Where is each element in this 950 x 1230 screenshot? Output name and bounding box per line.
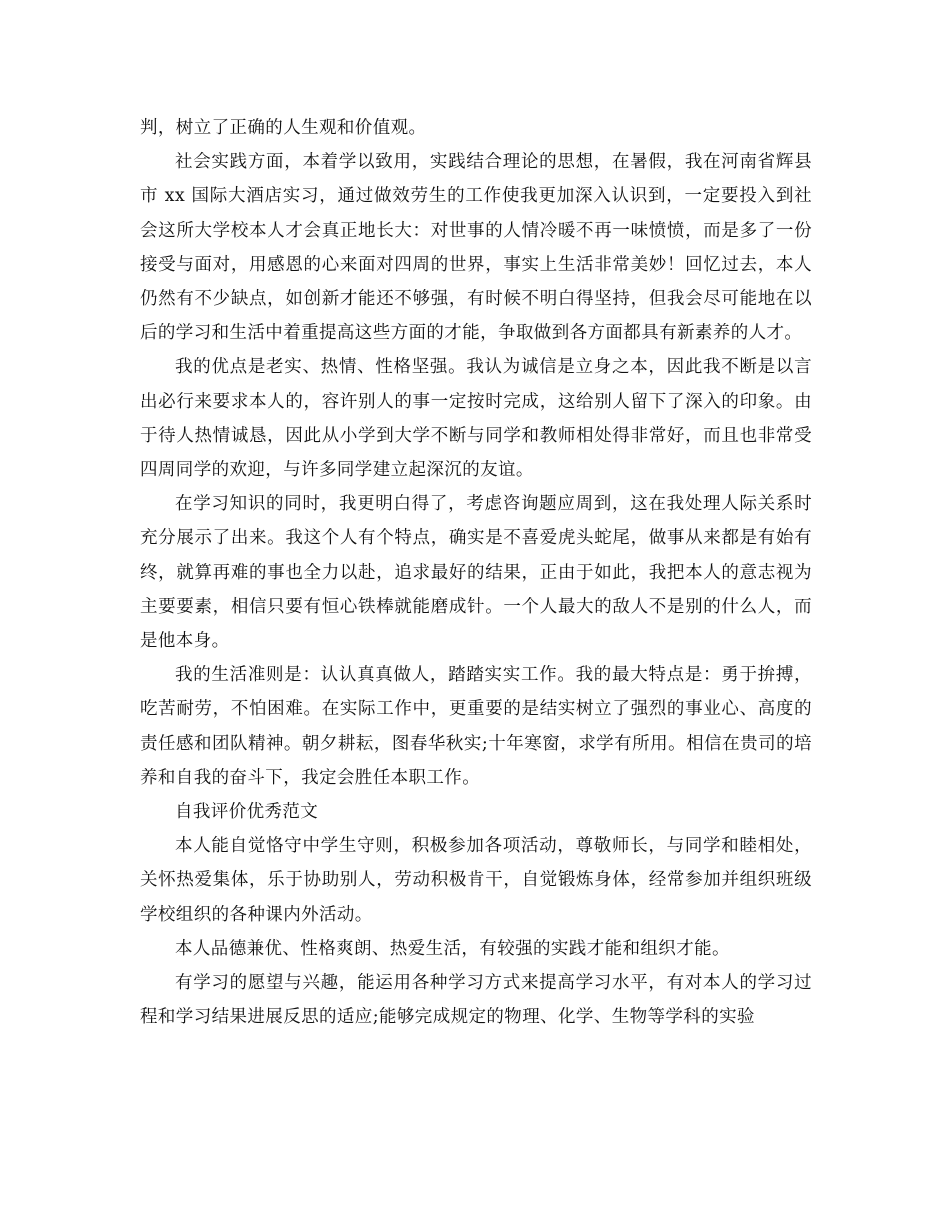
document-body [140, 111, 812, 1034]
paragraph-life-principles: 我的生活准则是：认认真真做人，踏踏实实工作。我的最大特点是：勇于拚搏，吃苦耐劳，不怕困难。在实际工作中，更重要的是结实树立了强烈的事业心、高度的责任感和团队精神。朝夕耕耘，图春华秋实;十年寒窗，求学有所用。相信在贵司的培养和自我的奋斗下，我定会胜任本职工作。 [140, 665, 812, 788]
paragraph-study: 有学习的愿望与兴趣，能运用各种学习方式来提高学习水平，有对本人的学习过程和学习结果进展反思的适应;能够完成规定的物理、化学、生物等学科的实验 [140, 973, 812, 1028]
paragraph-continuation: 判，树立了正确的人生观和价值观。 [140, 118, 427, 138]
paragraph-strengths: 我的优点是老实、热情、性格坚强。我认为诚信是立身之本，因此我不断是以言出必行来要求本人的，容许别人的事一定按时完成，这给别人留下了深入的印象。由于待人热情诚恳，因此从小学到大学不断与同学和教师相处得非常好，而且也非常受四周同学的欢迎，与许多同学建立起深沉的友谊。 [140, 357, 812, 481]
paragraph-social-practice: 社会实践方面，本着学以致用，实践结合理论的思想，在暑假，我在河南省辉县市 xx 国际大酒店实习，通过做效劳生的工作使我更加深入认识到，一定要投入到社会这所大学校本人才会真正地长大：对世事的人情冷暖不再一味愤愤，而是多了一份接受与面对，用感恩的心来面对四周的世界，事实上生活非常美妙！回忆过去，本人仍然有不少缺点，如创新才能还不够强，有时候不明白得坚持，但我会尽可能地在以后的学习和生活中着重提高这些方面的才能，争取做到各方面都具有新素养的人才。 [140, 152, 812, 344]
section-heading: 自我评价优秀范文 [175, 802, 319, 823]
paragraph-conduct: 本人能自觉恪守中学生守则，积极参加各项活动，尊敬师长，与同学和睦相处，关怀热爱集体，乐于协助别人，劳动积极肯干，自觉锻炼身体，经常参加并组织班级学校组织的各种课内外活动。 [140, 836, 812, 925]
paragraph-learning: 在学习知识的同时，我更明白得了，考虑咨询题应周到，这在我处理人际关系时充分展示了出来。我这个人有个特点，确实是不喜爱虎头蛇尾，做事从来都是有始有终，就算再难的事也全力以赴，追求最好的结果，正由于如此，我把本人的意志视为主要要素，相信只要有恒心铁棒就能磨成针。一个人最大的敌人不是别的什么人，而是他本身。 [140, 494, 812, 652]
document-page [140, 0, 812, 1230]
paragraph-character: 本人品德兼优、性格爽朗、热爱生活，有较强的实践才能和组织才能。 [175, 938, 730, 959]
